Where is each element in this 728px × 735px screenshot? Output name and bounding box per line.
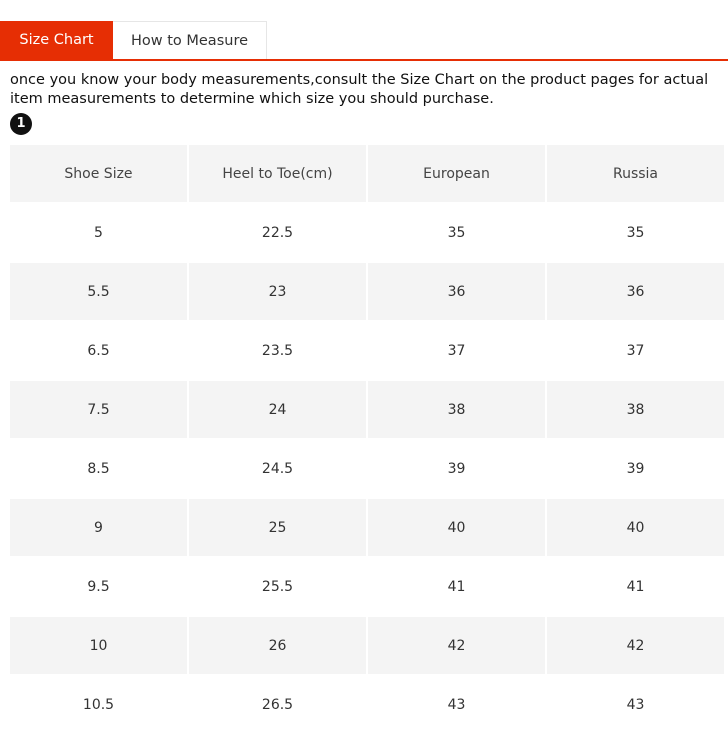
table-cell: 9.5 (10, 558, 187, 615)
tab-underline (0, 59, 728, 61)
tab-bar (0, 0, 728, 61)
column-header-russia: Russia (547, 145, 724, 202)
table-cell: 43 (368, 676, 545, 733)
table-cell: 42 (368, 617, 545, 674)
tab-how-to-measure[interactable]: How to Measure (113, 21, 267, 59)
table-cell: 26.5 (189, 676, 366, 733)
table-cell: 25 (189, 499, 366, 556)
table-cell: 10 (10, 617, 187, 674)
table-cell: 5 (10, 204, 187, 261)
table-cell: 39 (547, 440, 724, 497)
table-cell: 37 (368, 322, 545, 379)
table-cell: 41 (368, 558, 545, 615)
table-row (10, 617, 724, 674)
table-row (10, 558, 724, 615)
column-header-shoe-size: Shoe Size (10, 145, 187, 202)
table-row (10, 322, 724, 379)
table-row (10, 204, 724, 261)
table-cell: 36 (368, 263, 545, 320)
table-row (10, 263, 724, 320)
table-cell: 25.5 (189, 558, 366, 615)
table-cell: 38 (368, 381, 545, 438)
table-cell: 39 (368, 440, 545, 497)
intro-text: once you know your body measurements,consult the Size Chart on the product pages for actual item measurements to determine which size you should purchase. (10, 72, 709, 107)
table-cell: 9 (10, 499, 187, 556)
table-cell: 23 (189, 263, 366, 320)
column-header-european: European (368, 145, 545, 202)
table-row (10, 440, 724, 497)
table-cell: 26 (189, 617, 366, 674)
table-cell: 6.5 (10, 322, 187, 379)
table-cell: 40 (547, 499, 724, 556)
table-cell: 8.5 (10, 440, 187, 497)
table-cell: 38 (547, 381, 724, 438)
table-row (10, 499, 724, 556)
table-row (10, 381, 724, 438)
column-header-heel-to-toe: Heel to Toe(cm) (189, 145, 366, 202)
size-chart-table (8, 143, 726, 735)
table-cell: 35 (368, 204, 545, 261)
table-cell: 41 (547, 558, 724, 615)
tab-size-chart[interactable]: Size Chart (0, 21, 113, 59)
table-cell: 43 (547, 676, 724, 733)
table-cell: 24.5 (189, 440, 366, 497)
table-cell: 10.5 (10, 676, 187, 733)
table-cell: 22.5 (189, 204, 366, 261)
table-cell: 36 (547, 263, 724, 320)
table-row (10, 676, 724, 733)
table-cell: 23.5 (189, 322, 366, 379)
table-cell: 5.5 (10, 263, 187, 320)
table-cell: 7.5 (10, 381, 187, 438)
table-cell: 24 (189, 381, 366, 438)
table-cell: 35 (547, 204, 724, 261)
step-number-badge: 1 (10, 113, 32, 135)
table-cell: 37 (547, 322, 724, 379)
table-cell: 40 (368, 499, 545, 556)
table-cell: 42 (547, 617, 724, 674)
table-header-row (10, 145, 724, 202)
